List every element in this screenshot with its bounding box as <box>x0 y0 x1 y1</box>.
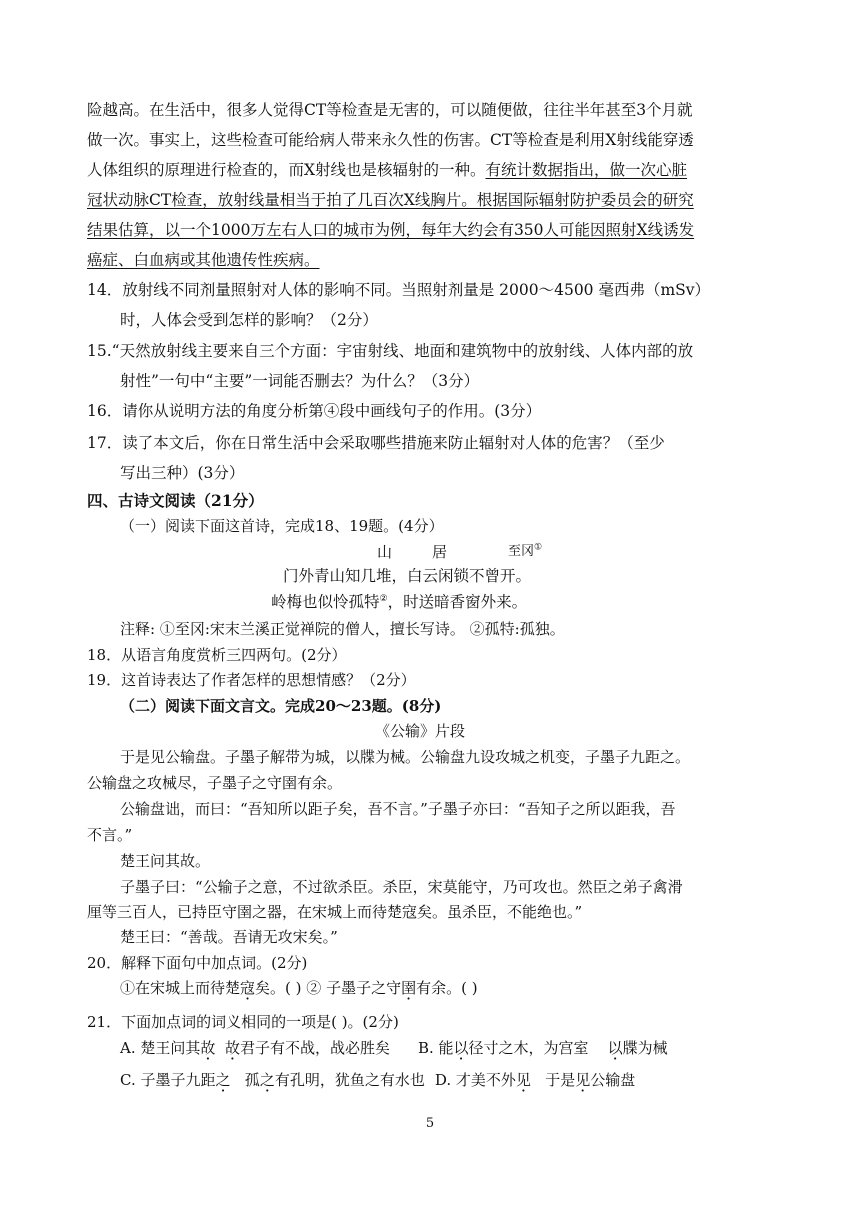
question-18: 18．从语言角度赏析三四两句。(2分） <box>87 646 347 664</box>
question-15-line-1: 15.“天然放射线主要来自三个方面：宇宙射线、地面和建筑物中的放射线、人体内部的放 <box>87 342 694 360</box>
option-a-text: A. 楚王问其 <box>120 1039 201 1057</box>
option-c-text: C. 子墨子九距 <box>120 1071 216 1089</box>
passage-line-1: 险越高。在生活中，很多人觉得CT等检查是无害的，可以随便做，往往半年甚至3个月就 <box>87 101 693 119</box>
dotted-word: 以 <box>607 1039 623 1057</box>
option-b-text-3: 牒为械 <box>622 1039 668 1057</box>
poem-line-2a: 岭梅也似怜孤特 <box>271 593 380 611</box>
question-21-options-cd <box>120 1070 635 1090</box>
question-14-line-2: 时，人体会受到怎样的影响？（2分） <box>120 311 378 329</box>
passage-underlined-line-6: 癌症、白血病或其他遗传性疾病。 <box>87 251 320 269</box>
question-21: 21．下面加点词的词义相同的一项是( )。(2分) <box>87 1013 399 1031</box>
section-4-title: 四、古诗文阅读（21分） <box>87 491 264 510</box>
option-d-text-3: 公输盘 <box>590 1071 636 1089</box>
option-d-text: D. 才美不外 <box>434 1071 516 1089</box>
question-20-items <box>120 978 478 998</box>
dotted-word: 寇 <box>240 979 256 997</box>
prose-instruction: （二）阅读下面文言文。完成20～23题。(8分) <box>120 697 442 715</box>
spacer <box>215 1039 225 1057</box>
question-14-line-1: 14．放射线不同剂量照射对人体的影响不同。当照射剂量是 2000～4500 毫西弗（mSv） <box>87 281 711 299</box>
question-17-line-1: 17．读了本文后，你在日常生活中会采取哪些措施来防止辐射对人体的危害？（至少 <box>87 434 665 452</box>
footnote-marker-1: ① <box>534 542 543 553</box>
page-number: 5 <box>425 1116 435 1131</box>
passage-line-3-plain: 人体组织的原理进行检查的，而X射线也是核辐射的一种。 <box>87 161 486 179</box>
poem-title-1: 山 <box>377 543 393 561</box>
prose-p1-line-2: 公输盘之攻械尽，子墨子之守圉有余。 <box>87 774 343 792</box>
question-20: 20．解释下面句中加点词。(2分) <box>87 954 308 972</box>
prose-p4-line-2: 厘等三百人，已持臣守圉之器，在宋城上而待楚寇矣。虽杀臣，不能绝也。” <box>87 903 583 921</box>
option-b-text: B. 能 <box>417 1039 454 1057</box>
q20-b-blank: 有余。( ) <box>416 979 478 997</box>
q20-a-blank: 矣。( ) <box>255 979 302 997</box>
prose-p2-line-2: 不言。” <box>87 826 133 844</box>
dotted-word: 见 <box>575 1071 591 1089</box>
poem-line-2 <box>271 592 527 612</box>
question-15-line-2: 射性”一句中“主要”一词能否删去？为什么？（3分） <box>120 372 480 390</box>
poem-instruction: （一）阅读下面这首诗，完成18、19题。(4分） <box>120 517 444 535</box>
dotted-word: 以 <box>453 1039 469 1057</box>
poem-line-2b: ，时送暗香窗外来。 <box>387 593 528 611</box>
question-17-line-2: 写出三种）(3分） <box>120 464 245 482</box>
poem-notes: 注释: ①至冈:宋末兰溪正觉禅院的僧人，擅长写诗。 ②孤特:孤独。 <box>120 620 565 638</box>
poem-line-1: 门外青山知几堆，白云闲锁不曾开。 <box>283 567 532 585</box>
poem-title-2: 居 <box>432 543 448 561</box>
dotted-word: 之 <box>215 1071 231 1089</box>
dotted-word: 之 <box>259 1071 275 1089</box>
option-c-text-3: 有孔明，犹鱼之有水也 <box>274 1071 425 1089</box>
passage-underlined-line-5: 结果估算，以一个1000万左右人口的城市为例，每年大约会有350人可能因照射X线诱发 <box>87 221 695 239</box>
dotted-word: 见 <box>515 1071 531 1089</box>
dotted-word: 圉 <box>401 979 417 997</box>
option-c-text-2: 孤 <box>230 1071 260 1089</box>
passage-underlined-start: 有统计数据指出，做一次心脏 <box>485 161 688 179</box>
prose-p3: 楚王问其故。 <box>120 852 211 870</box>
prose-p2-line-1: 公输盘诎，而曰：“吾知所以距子矣，吾不言。”子墨子亦曰：“吾知子之所以距我，吾 <box>120 800 676 818</box>
question-19: 19．这首诗表达了作者怎样的思想情感？（2分） <box>87 671 416 689</box>
prose-p4-line-1: 子墨子曰：“公输子之意，不过欲杀臣。杀臣，宋莫能守，乃可攻也。然臣之弟子禽滑 <box>120 878 683 896</box>
passage-line-2: 做一次。事实上，这些检查可能给病人带来永久性的伤害。CT等检查是利用X射线能穿透 <box>87 131 694 149</box>
q20-a-text: ①在宋城上而待楚 <box>120 979 241 997</box>
q20-b-text: ② 子墨子之守 <box>306 979 402 997</box>
question-16: 16．请你从说明方法的角度分析第④段中画线句子的作用。(3分） <box>87 402 542 420</box>
footnote-marker-2: ② <box>379 593 388 604</box>
option-a-text-2: 君子有不战，战必胜矣 <box>239 1039 390 1057</box>
question-21-options-ab <box>120 1038 668 1058</box>
prose-title: 《公输》片段 <box>375 722 466 740</box>
dotted-word: 故 <box>224 1039 240 1057</box>
option-b-text-2: 径寸之木，为宫室 <box>468 1039 608 1057</box>
prose-p5: 楚王曰：“善哉。吾请无攻宋矣。” <box>120 928 338 946</box>
poem-author-name: 至冈 <box>508 544 535 559</box>
prose-p1-line-1: 于是见公输盘。子墨子解带为城，以牒为械。公输盘九设攻城之机变，子墨子九距之。 <box>120 748 691 766</box>
dotted-word: 故 <box>200 1039 216 1057</box>
option-d-text-2: 于是 <box>530 1071 576 1089</box>
passage-underlined-line-4: 冠状动脉CT检查，放射线量相当于拍了几百次X线胸片。根据国际辐射防护委员会的研究 <box>87 191 694 209</box>
poem-author <box>508 542 542 562</box>
passage-line-3 <box>87 160 687 180</box>
